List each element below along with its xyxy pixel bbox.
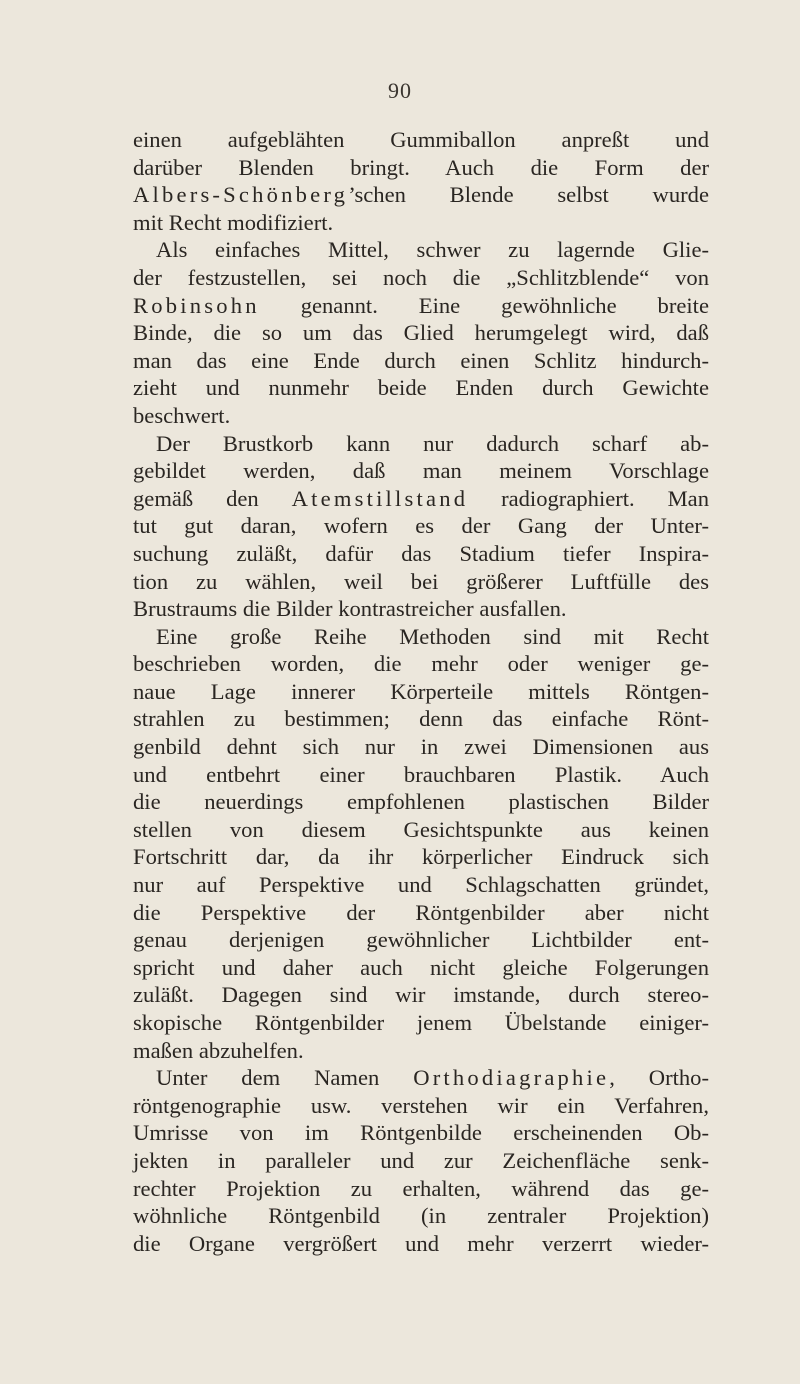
text-line: skopische Röntgenbilder jenem Übelstande einiger- bbox=[133, 1010, 709, 1035]
text-line: beschwert. bbox=[133, 402, 231, 428]
body-text bbox=[133, 126, 709, 1257]
text-line: die Perspektive der Röntgenbilder aber nicht bbox=[133, 899, 709, 925]
text-line: gebildet werden, daß man meinem Vorschlage bbox=[133, 458, 709, 484]
text-line: stellen von diesem Gesichtspunkte aus keinen bbox=[133, 816, 709, 842]
text-line: tion zu wählen, weil bei größerer Luftfülle des bbox=[133, 568, 709, 594]
emphasized-name: Robinsohn bbox=[133, 292, 260, 318]
text-line: und entbehrt einer brauchbaren Plastik. Auch bbox=[133, 761, 709, 787]
text-line: einen aufgeblähten Gummiballon anpreßt und bbox=[133, 127, 709, 152]
text-line: Brustraums die Bilder kontrastreicher ausfallen. bbox=[133, 596, 567, 622]
text-line: Als einfaches Mittel, schwer zu lagernde Glie- bbox=[156, 237, 709, 263]
emphasized-name: Albers-Schönberg bbox=[133, 182, 349, 208]
text-line: maßen abzuhelfen. bbox=[133, 1037, 304, 1063]
text-line: naue Lage innerer Körperteile mittels Röntgen- bbox=[133, 678, 709, 704]
text-line: spricht und daher auch nicht gleiche Folgerungen bbox=[133, 954, 709, 980]
text-line: die neuerdings empfohlenen plastischen Bilder bbox=[133, 789, 709, 815]
text-line: Unter dem Namen Orthodiagraphie, Ortho- bbox=[156, 1065, 709, 1091]
text-line: Binde, die so um das Glied herumgelegt wird, daß bbox=[133, 320, 709, 346]
text-line: zuläßt. Dagegen sind wir imstande, durch stereo- bbox=[133, 982, 709, 1008]
text-line: jekten in paralleler und zur Zeichenfläche senk- bbox=[133, 1147, 709, 1173]
text-line: rechter Projektion zu erhalten, während das ge- bbox=[133, 1175, 709, 1201]
text-line: Fortschritt dar, da ihr körperlicher Eindruck sich bbox=[133, 844, 709, 870]
text-line: Eine große Reihe Methoden sind mit Recht bbox=[156, 623, 709, 649]
text-line: mit Recht modifiziert. bbox=[133, 209, 334, 235]
emphasized-name: Atemstillstand bbox=[291, 485, 469, 511]
text-line: strahlen zu bestimmen; denn das einfache Rönt- bbox=[133, 706, 709, 732]
emphasized-name: Orthodiagraphie bbox=[413, 1065, 610, 1091]
text-line: genbild dehnt sich nur in zwei Dimensionen aus bbox=[133, 734, 709, 760]
text-line: beschrieben worden, die mehr oder weniger ge- bbox=[133, 651, 709, 677]
text-line: tut gut daran, wofern es der Gang der Unter- bbox=[133, 513, 709, 539]
text-line: genau derjenigen gewöhnlicher Lichtbilder ent- bbox=[133, 927, 709, 953]
text-line: gemäß den Atemstillstand radiographiert. Man bbox=[133, 485, 709, 511]
text-line: nur auf Perspektive und Schlagschatten gründet, bbox=[133, 872, 709, 898]
text-line: suchung zuläßt, dafür das Stadium tiefer Inspira- bbox=[133, 540, 709, 566]
text-line: die Organe vergrößert und mehr verzerrt wieder- bbox=[133, 1230, 709, 1256]
page-number: 90 bbox=[388, 78, 412, 103]
text-line: Albers-Schönberg’schen Blende selbst wurde bbox=[133, 182, 709, 208]
text-line: wöhnliche Röntgenbild (in zentraler Projektion) bbox=[133, 1203, 709, 1229]
text-line: Der Brustkorb kann nur dadurch scharf ab- bbox=[156, 430, 709, 456]
text-line: Umrisse von im Röntgenbilde erscheinenden Ob- bbox=[133, 1120, 709, 1146]
text-line: Robinsohn genannt. Eine gewöhnliche breite bbox=[133, 292, 709, 318]
text-line: darüber Blenden bringt. Auch die Form der bbox=[133, 154, 709, 180]
text-line: der festzustellen, sei noch die „Schlitzblende“ von bbox=[133, 264, 709, 290]
text-line: man das eine Ende durch einen Schlitz hindurch- bbox=[133, 347, 709, 373]
text-line: zieht und nunmehr beide Enden durch Gewichte bbox=[133, 375, 709, 401]
text-line: röntgenographie usw. verstehen wir ein Verfahren, bbox=[133, 1092, 709, 1118]
